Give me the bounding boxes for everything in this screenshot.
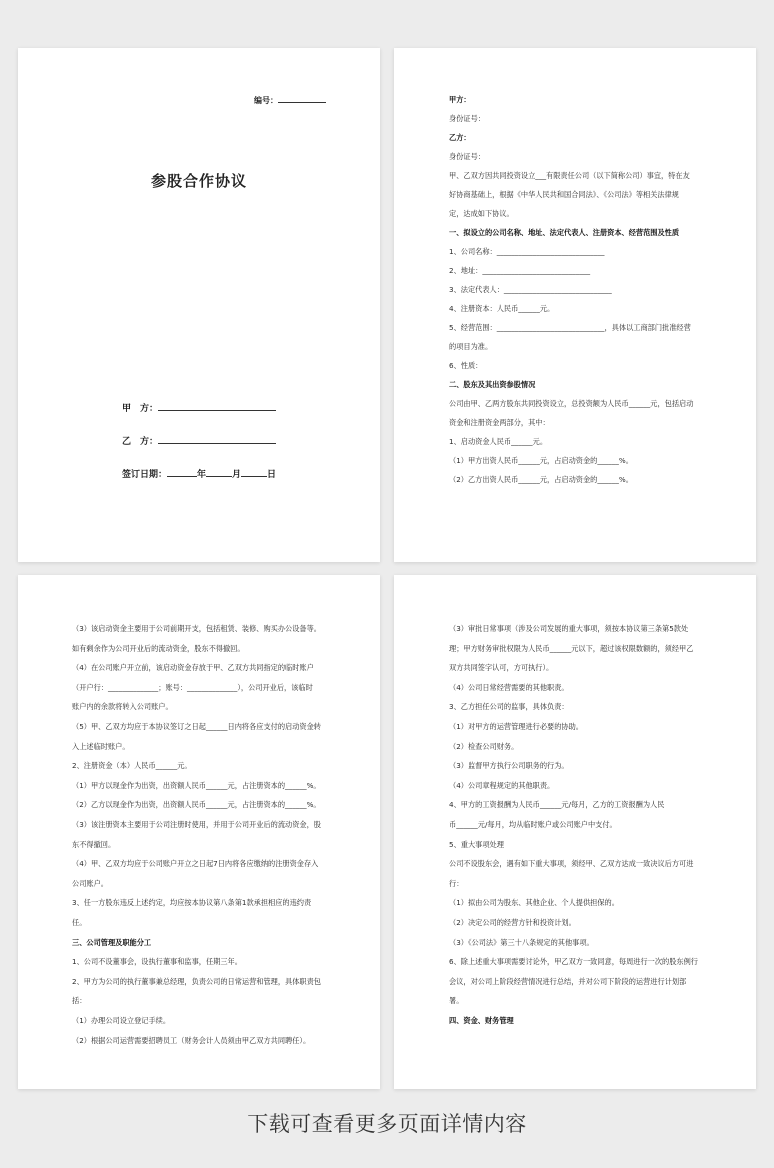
text-line: 公司账户。 xyxy=(72,878,108,888)
text-line: 1、公司名称：______________________________ xyxy=(449,247,605,256)
number-blank xyxy=(278,93,326,103)
text-line: 4、注册资本：人民币______元。 xyxy=(449,304,555,313)
day-blank xyxy=(241,467,267,477)
party-a-blank xyxy=(158,401,276,411)
text-line: 6、除上述重大事项需要讨论外，甲乙双方一致同意，每周进行一次的股东例行 xyxy=(449,957,698,967)
text-line: 身份证号： xyxy=(449,152,485,161)
text-line: 1、公司不设董事会，设执行董事和监事，任期三年。 xyxy=(72,957,242,967)
document-page-cover xyxy=(18,48,380,562)
text-line: 如有剩余作为公司开业后的流动资金，股东不得撤回。 xyxy=(72,643,245,653)
text-line: 理；甲方财务审批权限为人民币______元以下，超过该权限数额的，须经甲乙 xyxy=(449,643,694,653)
text-line: （1）对甲方的运营管理进行必要的协助。 xyxy=(449,722,583,731)
day-label: 日 xyxy=(267,470,277,480)
text-line: （2）乙方出资人民币______元，占启动资金的______%。 xyxy=(449,475,633,484)
number-label: 编号： xyxy=(254,96,278,105)
text-line: （2）决定公司的经营方针和投资计划。 xyxy=(449,918,576,927)
party-a-row xyxy=(122,401,276,414)
text-line: （2）乙方以现金作为出资，出资额人民币______元，占注册资本的______%。 xyxy=(72,800,321,810)
text-line: 括： xyxy=(72,996,87,1006)
text-line: 2、地址：______________________________ xyxy=(449,266,591,275)
text-line: 资金和注册资金两部分，其中： xyxy=(449,418,550,427)
text-line: 入上述临时账户。 xyxy=(72,741,130,751)
text-line: 任。 xyxy=(72,918,87,927)
text-line: 币______元/每月，均从临时账户或公司账户中支付。 xyxy=(449,820,617,829)
text-line: （4）在公司账户开立前，该启动资金存放于甲、乙双方共同指定的临时账户 xyxy=(72,663,314,673)
text-line: （2）根据公司运营需要招聘员工（财务会计人员须由甲乙双方共同聘任）。 xyxy=(72,1035,311,1045)
text-line: 定，达成如下协议。 xyxy=(449,209,514,218)
text-line: 身份证号： xyxy=(449,114,485,123)
section-heading: 甲方： xyxy=(449,95,471,104)
text-line: （4）甲、乙双方均应于公司账户开立之日起7日内将各应缴纳的注册资金存入 xyxy=(72,859,319,869)
text-line: （1）办理公司设立登记手续。 xyxy=(72,1016,171,1025)
section-heading: 二、股东及其出资参股情况 xyxy=(449,380,536,389)
text-line: 5、经营范围：______________________________，具体以工商部门批准经营 xyxy=(449,323,691,332)
document-page-4 xyxy=(394,575,756,1089)
text-line: （3）监督甲方执行公司职务的行为。 xyxy=(449,761,569,771)
text-line: （开户行：______________；账号：______________），公司开业后，该临时 xyxy=(72,682,313,692)
text-line: 会议，对公司上阶段经营情况进行总结，并对公司下阶段的运营进行计划部 xyxy=(449,976,687,986)
text-line: 甲、乙双方因共同投资设立___有限责任公司（以下简称公司）事宜，特在友 xyxy=(449,171,690,180)
text-line: 3、乙方担任公司的监事，具体负责： xyxy=(449,702,569,712)
party-b-blank xyxy=(158,434,276,444)
section-heading: 四、资金、财务管理 xyxy=(449,1016,514,1025)
year-label: 年 xyxy=(197,470,207,480)
text-line: 公司由甲、乙两方股东共同投资设立，总投资额为人民币______元，包括启动 xyxy=(449,399,694,408)
party-a-label: 甲 方： xyxy=(122,404,159,414)
text-line: （3）审批日常事项（涉及公司发展的重大事项，须按本协议第三条第5款处 xyxy=(449,624,689,633)
text-line: 东不得撤回。 xyxy=(72,839,116,849)
text-line: 行： xyxy=(449,878,464,888)
download-caption: 下载可查看更多页面详情内容 xyxy=(247,1112,527,1136)
document-title: 参股合作协议 xyxy=(151,172,248,190)
text-line: 6、性质： xyxy=(449,361,483,370)
text-line: 署。 xyxy=(449,996,464,1006)
party-b-row xyxy=(122,434,276,447)
year-blank xyxy=(167,467,197,477)
text-line: 双方共同签字认可，方可执行）。 xyxy=(449,663,554,673)
text-line: 账户内的余款将转入公司账户。 xyxy=(72,702,173,712)
text-line: 5、重大事项处理 xyxy=(449,839,504,849)
sign-date-row xyxy=(122,467,276,480)
text-line: （1）甲方出资人民币______元，占启动资金的______%。 xyxy=(449,456,633,465)
text-line: （3）该注册资本主要用于公司注册时使用，并用于公司开业后的流动资金，股 xyxy=(72,820,321,829)
text-line: 好协商基础上，根据《中华人民共和国合同法》、《公司法》等相关法律规 xyxy=(449,190,679,199)
text-line: 2、注册资金（本）人民币______元。 xyxy=(72,761,192,771)
text-line: （2）检查公司财务。 xyxy=(449,741,519,751)
document-page-3 xyxy=(18,575,380,1089)
text-line: （1）拟由公司为股东、其他企业、个人提供担保的。 xyxy=(449,898,619,908)
text-line: 3、任一方股东违反上述约定，均应按本协议第八条第1款承担相应的违约责 xyxy=(72,898,312,908)
text-line: 公司不设股东会，遇有如下重大事项，须经甲、乙双方达成一致决议后方可进 xyxy=(449,859,694,869)
text-line: 4、甲方的工资报酬为人民币______元/每月，乙方的工资报酬为人民 xyxy=(449,800,665,810)
section-heading: 一、拟设立的公司名称、地址、法定代表人、注册资本、经营范围及性质 xyxy=(449,228,680,237)
text-line: （4）公司日常经营需要的其他职责。 xyxy=(449,682,569,692)
document-page-2 xyxy=(394,48,756,562)
text-line: 1、启动资金人民币______元。 xyxy=(449,437,548,446)
text-line: 3、法定代表人：______________________________ xyxy=(449,285,612,294)
text-line: （3）《公司法》第三十八条规定的其他事项。 xyxy=(449,937,594,947)
section-heading: 三、公司管理及职能分工 xyxy=(72,937,152,947)
contract-number xyxy=(254,93,326,106)
text-line: 的项目为准。 xyxy=(449,342,493,351)
text-line: （4）公司章程规定的其他职责。 xyxy=(449,780,555,790)
text-line: （3）该启动资金主要用于公司前期开支，包括租赁、装修、购买办公设备等。 xyxy=(72,624,321,633)
month-blank xyxy=(206,467,232,477)
text-line: 2、甲方为公司的执行董事兼总经理，负责公司的日常运营和管理，具体职责包 xyxy=(72,976,321,986)
sign-date-label: 签订日期： xyxy=(122,470,168,480)
text-line: （1）甲方以现金作为出资，出资额人民币______元，占注册资本的______%。 xyxy=(72,780,321,790)
party-b-label: 乙 方： xyxy=(122,437,159,447)
month-label: 月 xyxy=(232,470,242,480)
text-line: （5）甲、乙双方均应于本协议签订之日起______日内将各应支付的启动资金转 xyxy=(72,722,321,731)
section-heading: 乙方： xyxy=(449,133,471,142)
